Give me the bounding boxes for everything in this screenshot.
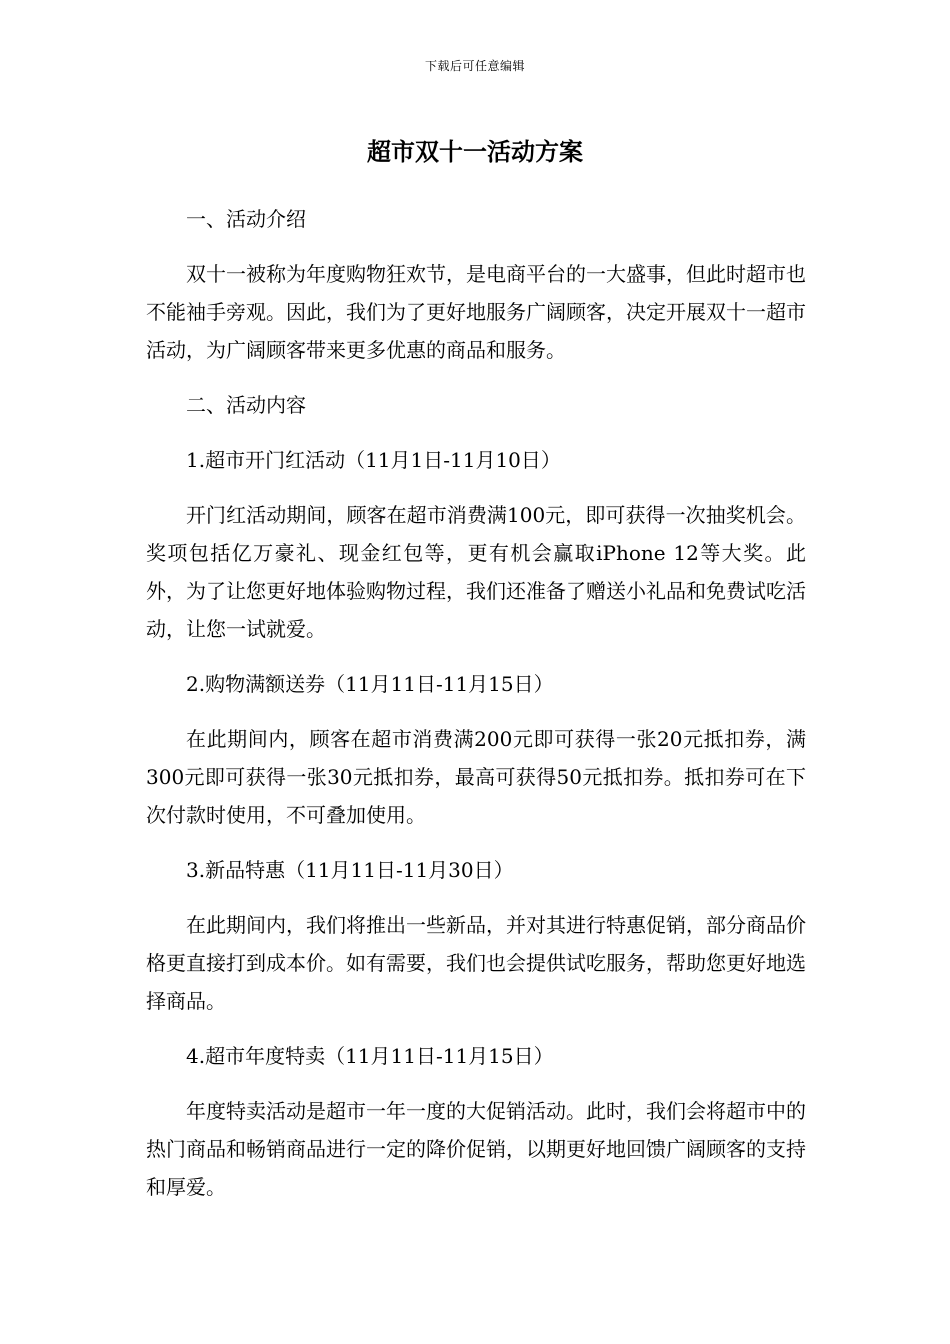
- paragraph-annual-sale: 年度特卖活动是超市一年一度的大促销活动。此时，我们会将超市中的热门商品和畅销商品进行一定的降价促销，以期更好地回馈广阔顾客的支持和厚爱。: [146, 1099, 806, 1199]
- paragraph-opening-event: 开门红活动期间，顾客在超市消费满100元，即可获得一次抽奖机会。奖项包括亿万豪礼、现金红包等，更有机会赢取iPhone 12等大奖。此外，为了让您更好地体验购物过程，我们还准备了赠送小礼品和免费试吃活动，让您一试就爱。: [146, 503, 806, 641]
- subheading-opening-event: 1.超市开门红活动（11月1日-11月10日）: [186, 448, 561, 472]
- section-heading-intro: 一、活动介绍: [186, 207, 306, 231]
- subheading-new-product-event: 3.新品特惠（11月11日-11月30日）: [186, 858, 514, 882]
- document-body: [146, 200, 806, 1223]
- section-heading-content: 二、活动内容: [186, 393, 306, 417]
- paragraph-intro: 双十一被称为年度购物狂欢节，是电商平台的一大盛事，但此时超市也不能袖手旁观。因此，我们为了更好地服务广阔顾客，决定开展双十一超市活动，为广阔顾客带来更多优惠的商品和服务。: [146, 262, 806, 362]
- subheading-coupon-event: 2.购物满额送券（11月11日-11月15日）: [186, 672, 554, 696]
- subheading-annual-sale: 4.超市年度特卖（11月11日-11月15日）: [186, 1044, 554, 1068]
- document-title: 超市双十一活动方案: [367, 138, 583, 166]
- header-note: 下载后可任意编辑: [424, 59, 525, 73]
- paragraph-coupon-event: 在此期间内，顾客在超市消费满200元即可获得一张20元抵扣券，满300元即可获得一张30元抵扣券，最高可获得50元抵扣券。抵扣券可在下次付款时使用，不可叠加使用。: [146, 727, 806, 827]
- paragraph-new-product-event: 在此期间内，我们将推出一些新品，并对其进行特惠促销，部分商品价格更直接打到成本价。如有需要，我们也会提供试吃服务，帮助您更好地选择商品。: [146, 913, 806, 1013]
